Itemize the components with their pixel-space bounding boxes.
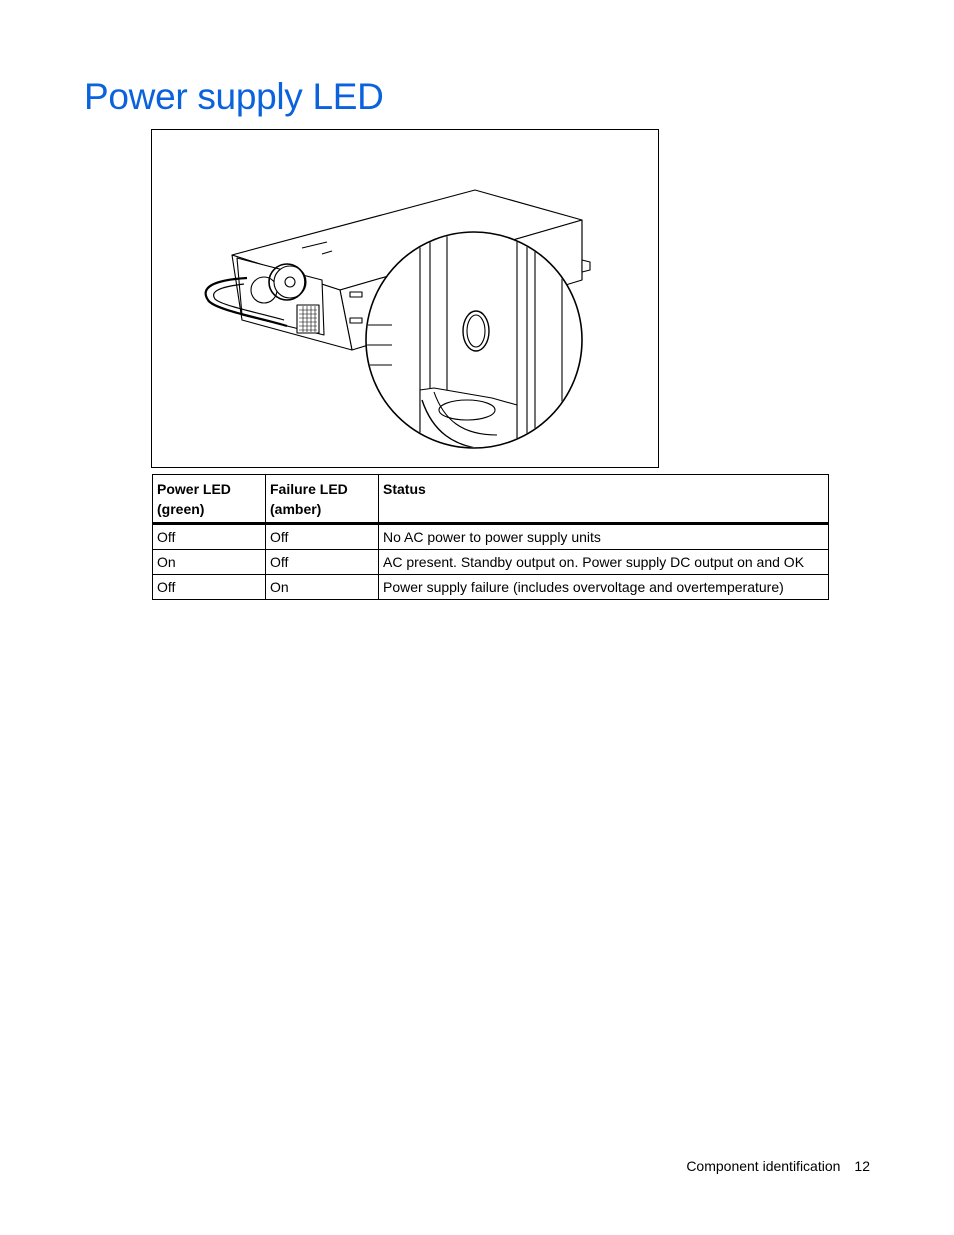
- page-footer: [686, 1158, 870, 1174]
- cell-failure-led: Off: [266, 550, 379, 575]
- cell-power-led: Off: [153, 575, 266, 600]
- header-status: Status: [379, 475, 829, 524]
- cell-status: No AC power to power supply units: [379, 524, 829, 550]
- header-power-led: [153, 475, 266, 524]
- cell-power-led: Off: [153, 524, 266, 550]
- header-power-led-line1: Power LED: [157, 481, 231, 497]
- table-row: [153, 575, 829, 600]
- header-failure-led: [266, 475, 379, 524]
- led-status-table: [152, 474, 829, 600]
- cell-status: Power supply failure (includes overvoltage and overtemperature): [379, 575, 829, 600]
- table-row: [153, 550, 829, 575]
- header-power-led-line2: (green): [157, 501, 205, 517]
- cell-failure-led: On: [266, 575, 379, 600]
- power-supply-illustration: [151, 129, 659, 468]
- page-title: Power supply LED: [84, 76, 384, 117]
- table-header-row: [153, 475, 829, 524]
- footer-section-title: Component identification: [686, 1158, 841, 1174]
- cell-power-led: On: [153, 550, 266, 575]
- table-row: [153, 524, 829, 550]
- header-failure-led-line2: (amber): [270, 501, 322, 517]
- header-failure-led-line1: Failure LED: [270, 481, 348, 497]
- page-number: 12: [854, 1158, 870, 1174]
- cell-failure-led: Off: [266, 524, 379, 550]
- cell-status: AC present. Standby output on. Power supply DC output on and OK: [379, 550, 829, 575]
